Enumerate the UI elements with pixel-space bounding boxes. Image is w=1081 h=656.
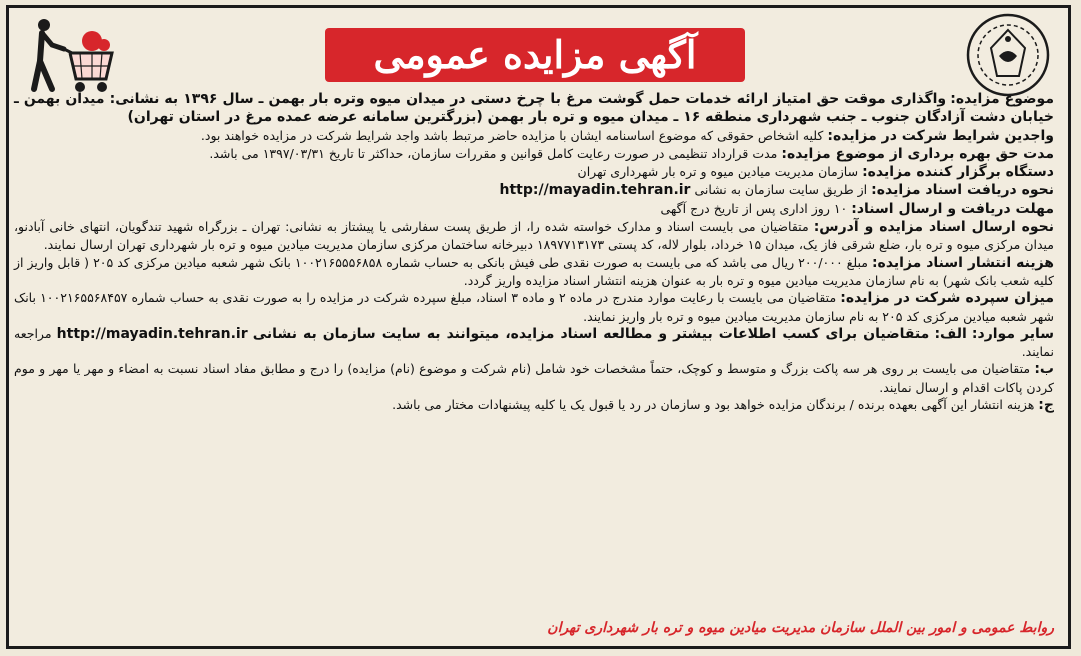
site-link[interactable]: http://mayadin.tehran.ir <box>499 182 691 199</box>
note-b-paragraph: ب: متقاضیان می بایست بر روی هر سه پاکت بزرگ و متوسط و کوچک، حتماً مشخصات خود شامل (نام شرکت و موضوع (نام) مزایده) را درج و مطابق مفاد اسناد نسبت به امضاء و مهر یا مهر و موم کردن پاکات اقدام و ارسال نمایند. <box>14 361 1054 395</box>
fee-paragraph: هزینه انتشار اسناد مزایده: مبلغ ۲۰۰/۰۰۰ ریال می باشد که می بایست به صورت نقدی طی فیش بانکی به حساب شماره ۱۰۰۲۱۶۵۵۵۶۸۵۸ بانک شهر شعبه میادین مرکزی کد ۲۰۵ ( قابل واریز از کلیه شعب بانک شهر) به نام سازمان مدیریت میادین میوه و تره بار به عنوان هزینه انتشار اسناد مزایده واریز گردد. <box>14 254 1054 288</box>
deposit-paragraph: میزان سپرده شرکت در مزایده: متقاضیان می بایست با رعایت موارد مندرج در ماده ۲ و ماده ۳ اسناد، مبلغ سپرده شرکت در مزایده را به صورت نقدی به حساب شماره ۱۰۰۲۱۶۵۵۶۸۴۵۷ بانک شهر شعبه میادین مرکزی کد ۲۰۵ به نام سازمان مدیریت میادین میوه و تره بار واریز نمایند. <box>14 290 1054 324</box>
deadline-paragraph: مهلت دریافت و ارسال اسناد: ۱۰ روز اداری پس از تاریخ درج آگهی <box>660 200 1054 217</box>
site-link-2[interactable]: http://mayadin.tehran.ir <box>56 325 248 342</box>
cart-pushing-icon <box>30 15 125 95</box>
page-title: آگهی مزایده عمومی <box>325 28 745 82</box>
organizer-paragraph: دستگاه برگزار کننده مزایده: سازمان مدیریت میادین میوه و تره بار شهرداری تهران <box>577 164 1054 181</box>
subject-paragraph: موضوع مزایده: واگذاری موقت حق امتیاز ارائه خدمات حمل گوشت مرغ با چرخ دستی در میدان میوه وتره بار بهمن ـ سال ۱۳۹۶ به نشانی: میدان بهمن ـ خیابان دشت آزادگان جنوب ـ جنب شهرداری منطقه ۱۶ ـ میدان میوه و تره بار بهمن (بزرگترین سامانه عرضه عمده مرغ در استان تهران) <box>14 91 1054 126</box>
footer-signature: روابط عمومی و امور بین الملل سازمان مدیریت میادین میوه و تره بار شهرداری تهران <box>547 620 1054 636</box>
municipality-seal-icon <box>965 12 1051 98</box>
note-c-paragraph: ج: هزینه انتشار این آگهی بعهده برنده / برندگان مزایده خواهد بود و سازمان در رد یا قبول یک یا کلیه پیشنهادات مختار می باشد. <box>392 397 1054 414</box>
duration-paragraph: مدت حق بهره برداری از موضوع مزایده: مدت قرارداد تنظیمی در صورت رعایت کامل قوانین و مقررات سازمان، حداکثر تا تاریخ ۱۳۹۷/۰۳/۳۱ می باشد. <box>209 145 1054 162</box>
documents-paragraph: نحوه دریافت اسناد مزایده: از طریق سایت سازمان به نشانی http://mayadin.tehran.ir <box>499 182 1054 199</box>
submission-paragraph: نحوه ارسال اسناد مزایده و آدرس: متقاضیان می بایست اسناد و مدارک خواسته شده را، از طریق پست سفارشی یا پیشتاز به نشانی: تهران ـ بزرگراه شهید تندگویان، انتهای خانی آبادنو، میدان مرکزی میوه و تره بار، ضلع شرقی فاز یک، میدان ۱۵ خرداد، بلوار لاله، کد پستی ۱۸۹۷۷۱۳۱۷۳ دبیرخانه ساختمان مرکزی سازمان مدیریت میادین میوه و تره بار شهرداری تهران ارسال نمایند. <box>14 219 1054 253</box>
other-items-paragraph: سایر موارد: الف: متقاضیان برای کسب اطلاعات بیشتر و مطالعه اسناد مزایده، میتوانند به سایت سازمان به نشانی http://mayadin.tehran.ir مراجعه نمایند. <box>14 325 1054 360</box>
announcement-body <box>14 90 1054 414</box>
eligibility-paragraph: واجدین شرایط شرکت در مزایده: کلیه اشخاص حقوقی که موضوع اساسنامه ایشان با مزایده حاضر مرتبط باشد واجد شرایط شرکت در مزایده خواهند بود. <box>200 127 1054 144</box>
